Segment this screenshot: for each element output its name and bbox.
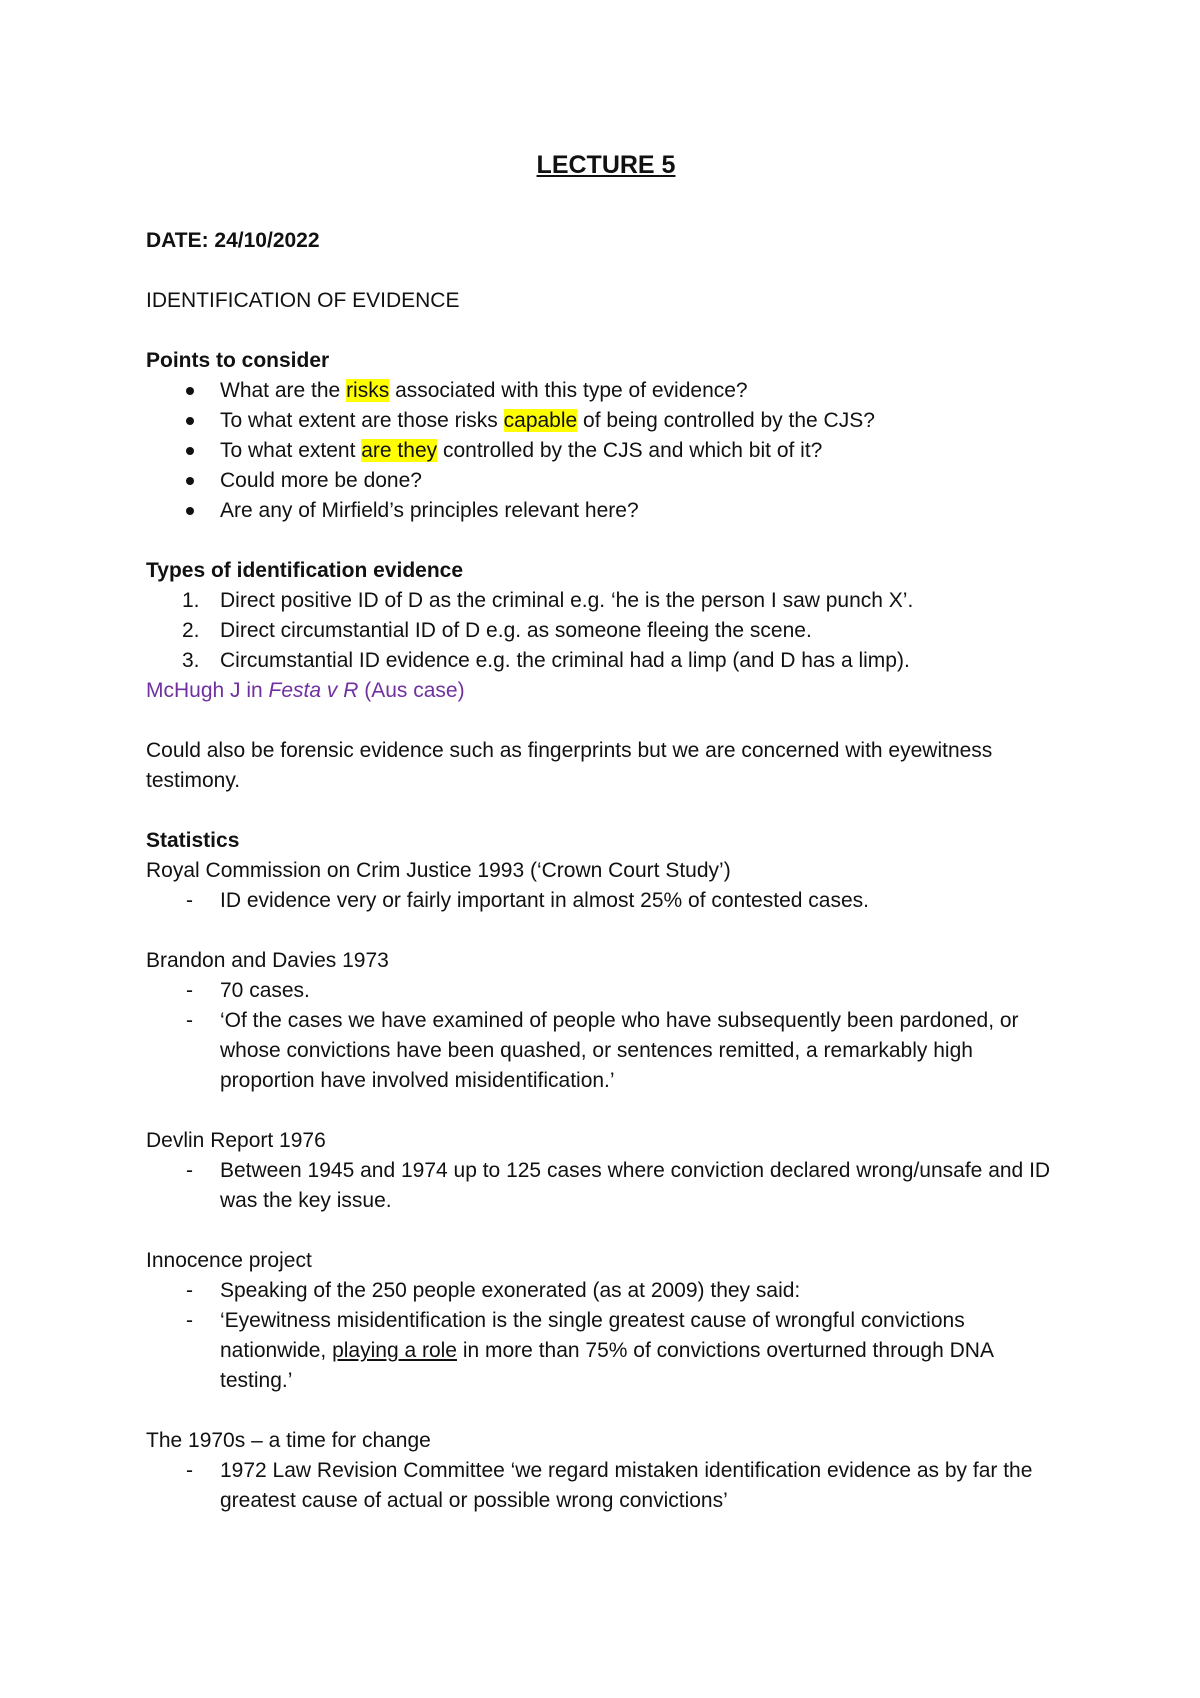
bullet-text: To what extent are they controlled by the CJS and which bit of it? (220, 439, 823, 462)
item-text: ID evidence very or fairly important in almost 25% of contested cases. (220, 889, 869, 912)
royal-commission-heading: Royal Commission on Crim Justice 1993 (‘Crown Court Study’) (146, 859, 731, 882)
dash-item (146, 1306, 1066, 1396)
brandon-heading: Brandon and Davies 1973 (146, 949, 389, 972)
item-text: 70 cases. (220, 979, 310, 1002)
bullet-item (146, 496, 1066, 526)
item-text: ‘Eyewitness misidentification is the single greatest cause of wrongful convictions nationwide, playing a role in more than 75% of convictions overturned through DNA testing.’ (220, 1309, 993, 1392)
dash-item (146, 1006, 1066, 1096)
item-text: 1972 Law Revision Committee ‘we regard mistaken identification evidence as by far the greatest cause of actual or possible wrong convictions’ (220, 1459, 1033, 1512)
devlin-heading: Devlin Report 1976 (146, 1129, 326, 1152)
highlight: risks (346, 379, 390, 402)
page-title: LECTURE 5 (536, 151, 676, 179)
dash-marker: - (186, 889, 193, 912)
section-heading: IDENTIFICATION OF EVIDENCE (146, 289, 460, 312)
bullet-item (146, 466, 1066, 496)
dash-marker: - (186, 1309, 193, 1332)
item-text: Speaking of the 250 people exonerated (as at 2009) they said: (220, 1279, 801, 1302)
dash-item (146, 1276, 1066, 1306)
bullet-dot (186, 477, 194, 485)
dash-marker: - (186, 979, 193, 1002)
numbered-item (146, 646, 1066, 676)
underlined-text: playing a role (332, 1339, 457, 1362)
innocence-heading: Innocence project (146, 1249, 312, 1272)
bullet-item (146, 436, 1066, 466)
bullet-dot (186, 417, 194, 425)
dash-item (146, 1456, 1066, 1516)
highlight: are they (361, 439, 438, 462)
bullet-dot (186, 447, 194, 455)
dash-marker: - (186, 1279, 193, 1302)
lecture-date: DATE: 24/10/2022 (146, 229, 320, 252)
numbered-item (146, 616, 1066, 646)
forensic-paragraph: Could also be forensic evidence such as fingerprints but we are concerned with eyewitness testimony. (146, 739, 993, 792)
dash-marker: - (186, 1159, 193, 1182)
item-text: Direct circumstantial ID of D e.g. as someone fleeing the scene. (220, 619, 812, 642)
bullet-text: What are the risks associated with this type of evidence? (220, 379, 748, 402)
bullet-text: Could more be done? (220, 469, 422, 492)
types-heading: Types of identification evidence (146, 559, 464, 582)
item-text: ‘Of the cases we have examined of people who have subsequently been pardoned, or whose convictions have been quashed, or sentences remitted, a remarkably high proportion have involved misidentification.’ (220, 1009, 1019, 1092)
item-number: 1. (182, 589, 200, 612)
seventies-heading: The 1970s – a time for change (146, 1429, 431, 1452)
item-text: Between 1945 and 1974 up to 125 cases where conviction declared wrong/unsafe and ID was the key issue. (220, 1159, 1051, 1212)
case-name: Festa v R (268, 679, 359, 702)
points-heading: Points to consider (146, 349, 330, 372)
dash-item (146, 976, 1066, 1006)
highlight: capable (503, 409, 578, 432)
bullet-dot (186, 507, 194, 515)
dash-marker: - (186, 1459, 193, 1482)
bullet-item (146, 406, 1066, 436)
item-text: Direct positive ID of D as the criminal e.g. ‘he is the person I saw punch X’. (220, 589, 914, 612)
dash-item (146, 886, 1066, 916)
bullet-dot (186, 387, 194, 395)
statistics-heading: Statistics (146, 829, 240, 852)
bullet-text: Are any of Mirfield’s principles relevant here? (220, 499, 639, 522)
dash-item (146, 1156, 1066, 1216)
item-text: Circumstantial ID evidence e.g. the criminal had a limp (and D has a limp). (220, 649, 910, 672)
numbered-item (146, 586, 1066, 616)
bullet-text: To what extent are those risks capable of being controlled by the CJS? (220, 409, 875, 432)
bullet-item (146, 376, 1066, 406)
item-number: 2. (182, 619, 200, 642)
item-number: 3. (182, 649, 200, 672)
case-reference: McHugh J in Festa v R (Aus case) (146, 679, 465, 702)
dash-marker: - (186, 1009, 193, 1032)
